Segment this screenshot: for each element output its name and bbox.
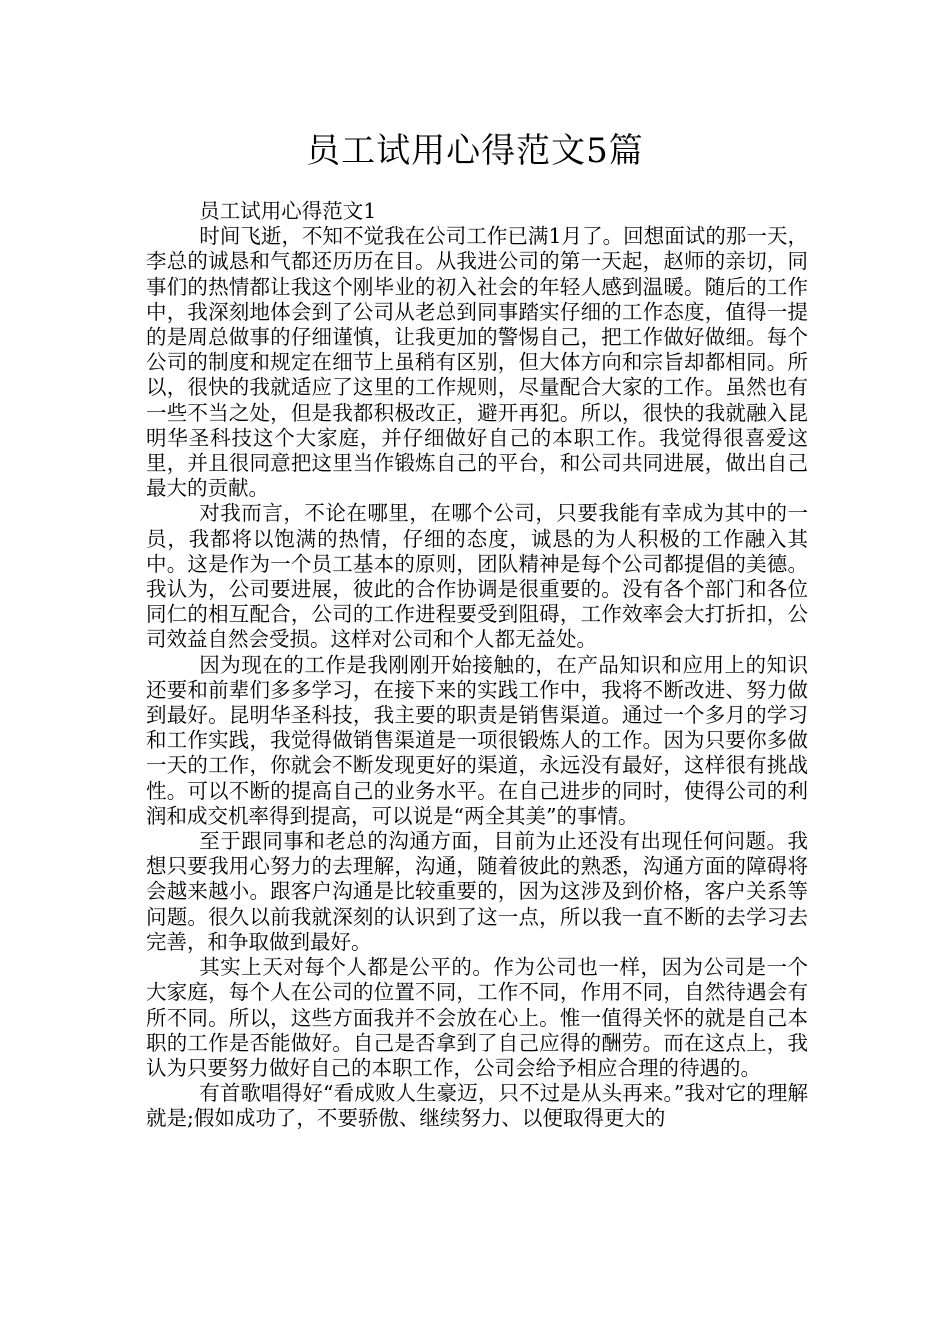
section-heading: 员工试用心得范文1 (199, 199, 377, 223)
paragraph: 有首歌唱得好“看成败人生豪迈，只不过是从头再来。”我对它的理解就是;假如成功了，不要骄傲、继续努力、以便取得更大的 (146, 1081, 808, 1131)
document-body (146, 199, 808, 1132)
paragraph: 时间飞逝，不知不觉我在公司工作已满1月了。回想面试的那一天，李总的诚恳和气都还历历在目。从我进公司的第一天起，赵师的亲切，同事们的热情都让我这个刚毕业的初入社会的年轻人感到温暖。随后的工作中，我深刻地体会到了公司从老总到同事踏实仔细的工作态度，值得一提的是周总做事的仔细谨慎，让我更加的警惕自己，把工作做好做细。每个公司的制度和规定在细节上虽稍有区别，但大体方向和宗旨却都相同。所以，很快的我就适应了这里的工作规则，尽量配合大家的工作。虽然也有一些不当之处，但是我都积极改正，避开再犯。所以，很快的我就融入昆明华圣科技这个大家庭，并仔细做好自己的本职工作。我觉得很喜爱这里，并且很同意把这里当作锻炼自己的平台，和公司共同进展，做出自己最大的贡献。 (146, 224, 808, 501)
paragraph: 因为现在的工作是我刚刚开始接触的，在产品知识和应用上的知识还要和前辈们多多学习，在接下来的实践工作中，我将不断改进、努力做到最好。昆明华圣科技，我主要的职责是销售渠道。通过一个多月的学习和工作实践，我觉得做销售渠道是一项很锻炼人的工作。因为只要你多做一天的工作，你就会不断发现更好的渠道，永远没有最好，这样很有挑战性。可以不断的提高自己的业务水平。在自己进步的同时，使得公司的利润和成交机率得到提高，可以说是“两全其美”的事情。 (146, 652, 808, 828)
document-title: 员工试用心得范文5篇 (306, 131, 644, 171)
paragraph: 至于跟同事和老总的沟通方面，目前为止还没有出现任何问题。我想只要我用心努力的去理解，沟通，随着彼此的熟悉，沟通方面的障碍将会越来越小。跟客户沟通是比较重要的，因为这涉及到价格，客户关系等问题。很久以前我就深刻的认识到了这一点，所以我一直不断的去学习去完善，和争取做到最好。 (146, 829, 808, 954)
paragraph: 其实上天对每个人都是公平的。作为公司也一样，因为公司是一个大家庭，每个人在公司的位置不同，工作不同，作用不同，自然待遇会有所不同。所以，这些方面我并不会放在心上。惟一值得关怀的就是自己本职的工作是否能做好。自己是否拿到了自己应得的酬劳。而在这点上，我认为只要努力做好自己的本职工作，公司会给予相应合理的待遇的。 (146, 955, 808, 1080)
paragraph: 对我而言，不论在哪里，在哪个公司，只要我能有幸成为其中的一员，我都将以饱满的热情，仔细的态度，诚恳的为人积极的工作融入其中。这是作为一个员工基本的原则，团队精神是每个公司都提倡的美德。我认为，公司要进展，彼此的合作协调是很重要的。没有各个部门和各位同仁的相互配合，公司的工作进程要受到阻碍，工作效率会大打折扣，公司效益自然会受损。这样对公司和个人都无益处。 (146, 501, 808, 652)
